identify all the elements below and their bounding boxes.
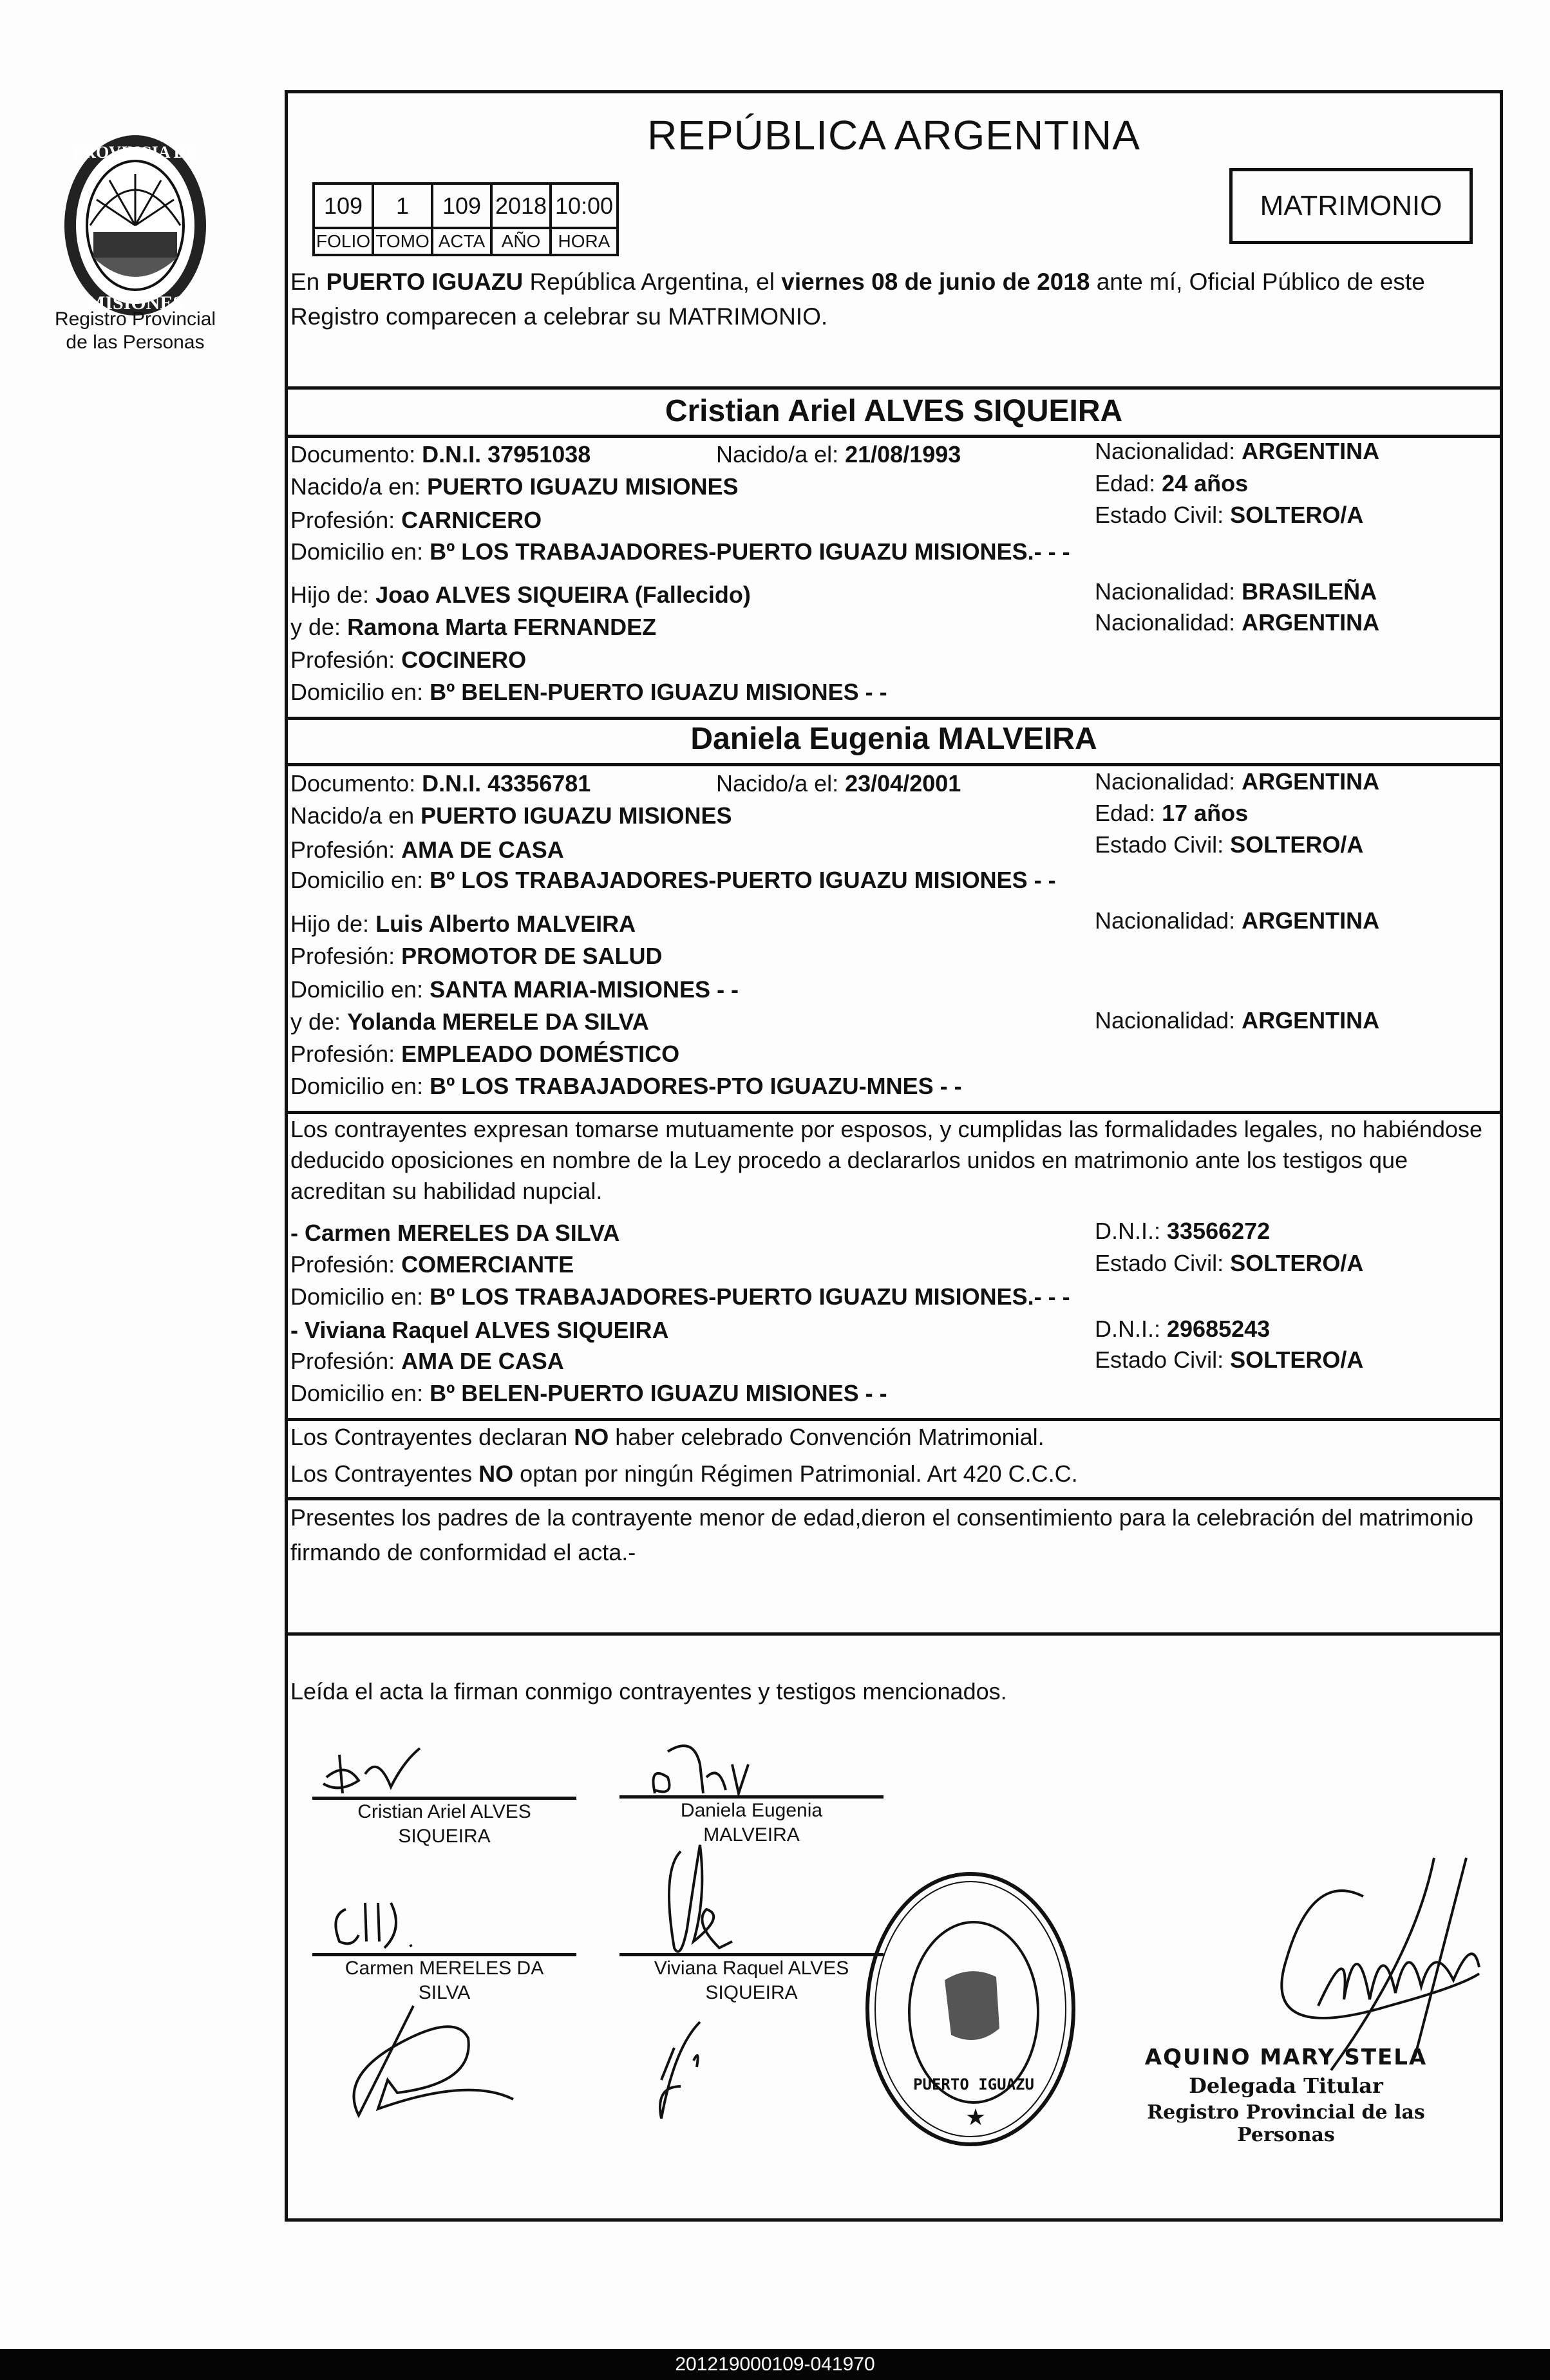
- witness-1-dni: 33566272: [1167, 1218, 1271, 1244]
- bride-nationality: ARGENTINA: [1242, 768, 1380, 795]
- official-institution: Registro Provincial de las Personas: [1147, 2101, 1425, 2146]
- bride-mother-profession: EMPLEADO DOMÉSTICO: [401, 1041, 680, 1067]
- signature-witness-2-icon: [655, 1832, 758, 1961]
- divider: [288, 717, 1500, 720]
- groom-name: Cristian Ariel ALVES SIQUEIRA: [665, 394, 1123, 428]
- bride-father-nationality: ARGENTINA: [1242, 907, 1380, 934]
- registry-label-line1: Registro Provincial: [54, 308, 216, 330]
- page-title: REPÚBLICA ARGENTINA: [647, 112, 1140, 158]
- signature-label-groom: Cristian Ariel ALVES SIQUEIRA: [357, 1801, 531, 1847]
- anio-value: 2018: [491, 184, 551, 228]
- bride-father-profession: PROMOTOR DE SALUD: [401, 943, 663, 969]
- witness-2-dni: 29685243: [1167, 1316, 1271, 1342]
- groom-birthplace: PUERTO IGUAZU MISIONES: [427, 473, 739, 500]
- signature-label-bride: Daniela Eugenia MALVEIRA: [680, 1800, 823, 1846]
- bride-address: Bº LOS TRABAJADORES-PUERTO IGUAZU MISIONES - -: [430, 867, 1056, 893]
- bride-age: 17 años: [1162, 800, 1249, 826]
- divider: [288, 763, 1500, 766]
- groom-address: Bº LOS TRABAJADORES-PUERTO IGUAZU MISIONES.- - -: [430, 538, 1070, 565]
- witness-1-profession: COMERCIANTE: [401, 1251, 574, 1278]
- groom-mother-profession: COCINERO: [401, 647, 527, 673]
- coat-of-arms-icon: [39, 129, 232, 322]
- intro-paragraph: En PUERTO IGUAZU República Argentina, el viernes 08 de junio de 2018 ante mí, Oficial Público de este Registro comparecen a celebrar su MATRIMONIO.: [290, 269, 1425, 330]
- signature-witness-1-icon: [326, 1890, 468, 1954]
- registry-label-line2: de las Personas: [66, 332, 205, 353]
- groom-father: Joao ALVES SIQUEIRA (Fallecido): [375, 581, 751, 608]
- witness-1-address: Bº LOS TRABAJADORES-PUERTO IGUAZU MISIONES.- - -: [430, 1283, 1070, 1310]
- bride-marital-status: SOLTERO/A: [1230, 831, 1364, 858]
- parental-consent-text: Presentes los padres de la contrayente menor de edad,dieron el consentimiento para la celebración del matrimonio firmando de conformidad el acta.-: [290, 1504, 1474, 1565]
- tomo-label: TOMO: [373, 228, 432, 255]
- signature-groom-icon: [320, 1748, 462, 1793]
- divider: [288, 1632, 1500, 1636]
- signature-witness-1-extra-icon: [339, 2006, 558, 2115]
- groom-age: 24 años: [1162, 470, 1249, 496]
- tomo-value: 1: [373, 184, 432, 228]
- groom-mother-nationality: ARGENTINA: [1242, 609, 1380, 636]
- official-role: Delegada Titular: [1189, 2073, 1383, 2098]
- groom-profession: CARNICERO: [401, 507, 542, 533]
- bride-profession: AMA DE CASA: [401, 836, 564, 863]
- hora-label: HORA: [551, 228, 618, 255]
- folio-value: 109: [314, 184, 373, 228]
- registry-label: [19, 308, 251, 354]
- witness-1-name: - Carmen MERELES DA SILVA: [290, 1220, 620, 1246]
- ceremony-date: viernes 08 de junio de 2018: [781, 269, 1090, 295]
- signature-label-witness-1: Carmen MERELES DA SILVA: [345, 1958, 544, 2003]
- convention-line-1: Los Contrayentes declaran NO haber celebrado Convención Matrimonial.: [290, 1424, 1044, 1450]
- city: PUERTO IGUAZU: [326, 269, 524, 295]
- acta-value: 109: [432, 184, 491, 228]
- closing-text: Leída el acta la firman conmigo contrayentes y testigos mencionados.: [290, 1678, 1007, 1705]
- official-name: AQUINO MARY STELA: [1144, 2045, 1428, 2070]
- groom-nationality: ARGENTINA: [1242, 438, 1380, 464]
- signature-bride-icon: [642, 1739, 784, 1797]
- bride-dni: D.N.I. 43356781: [422, 770, 591, 797]
- bride-mother: Yolanda MERELE DA SILVA: [347, 1008, 649, 1035]
- groom-birthdate: 21/08/1993: [845, 441, 961, 468]
- divider: [288, 386, 1500, 390]
- document-code-bar: 201219000109-041970: [0, 2349, 1550, 2380]
- witness-1-marital-status: SOLTERO/A: [1230, 1250, 1364, 1276]
- groom-father-nationality: BRASILEÑA: [1242, 578, 1377, 605]
- witness-2-profession: AMA DE CASA: [401, 1348, 564, 1374]
- seal-text-top: PROVINCIA DE: [73, 143, 197, 162]
- bride-birthdate: 23/04/2001: [845, 770, 961, 797]
- hora-value: 10:00: [551, 184, 618, 228]
- bride-mother-address: Bº LOS TRABAJADORES-PTO IGUAZU-MNES - -: [430, 1073, 962, 1099]
- registry-table: [312, 182, 619, 256]
- official-seal-icon: [861, 1867, 1080, 2151]
- bride-mother-nationality: ARGENTINA: [1242, 1007, 1380, 1034]
- province-coat-of-arms: [39, 129, 232, 322]
- witness-2-address: Bº BELEN-PUERTO IGUAZU MISIONES - -: [430, 1380, 887, 1406]
- witness-2-name: - Viviana Raquel ALVES SIQUEIRA: [290, 1317, 669, 1343]
- groom-mother-address: Bº BELEN-PUERTO IGUAZU MISIONES - -: [430, 679, 887, 705]
- bride-father: Luis Alberto MALVEIRA: [375, 911, 636, 937]
- signature-witness-2-extra-icon: [648, 2022, 726, 2125]
- bride-name: Daniela Eugenia MALVEIRA: [690, 722, 1097, 756]
- folio-label: FOLIO: [314, 228, 373, 255]
- star-icon: ★: [965, 2104, 987, 2130]
- groom-dni: D.N.I. 37951038: [422, 441, 591, 468]
- declaration-text: Los contrayentes expresan tomarse mutuamente por esposos, y cumplidas las formalidades legales, no habiéndose deducido oposiciones en nombre de la Ley procedo a declararlos unidos en matrimonio ante los testigos que acreditan su habilidad nupcial.: [290, 1116, 1483, 1204]
- signature-official-icon: [1222, 1858, 1492, 2070]
- certificate-frame: REPÚBLICA ARGENTINA 109 1 109 2018 10:00 FOLIO TOMO ACTA AÑO HORA MATRIMONIO En PUERTO IGUAZU República Argentina, el viernes 08 de junio de 2018 ante mí, Oficial Público de este Registro comparecen a celebrar su MATRIMONIO. Cristian Ariel ALVES SIQUEIRA Documento: D.N.I. 37951038 Nacido/a el: 21/08/1993 Nacionalidad: ARGENTINA Nacido/a en: PUERTO IGUAZU MISIONES Edad: 24 años Profesión: CARNICERO Estado Civil: SOLTERO/A Domicilio en: Bº LOS TRABAJADORES-PUERTO IGUAZU MISIONES.- - - Hijo de: Joao ALVES SIQUEIRA (Fallecido) Nacionalidad: BRASILEÑA y de: Ramona Marta FERNANDEZ Nacionalidad: ARGENTINA Profesión: COCINERO Domicilio en: Bº BELEN-PUERTO IGUAZU MISIONES - - Daniela Eugenia MALVEIRA Documento: D.N.I. 43356781 Nacido/a el: 23/04/2001 Nacionalidad: ARGENTINA Nacido/a en PUERTO IGUAZU MISIONES Edad: 17 años Profesión: AMA DE CASA Estado Civil: SOLTERO/A Domicilio en: Bº LOS TRABAJADORES-PUERTO IGUAZU MISIONES - - Hijo de: Luis Alberto MALVEIRA Nacionalidad: ARGENTINA Profesión: PROMOTOR DE SALUD Domicilio en: SANTA MARIA-MISIONES - - y de: Yolanda MERELE DA SILVA Nacionalidad: ARGENTINA Profesión: EMPLEADO DOMÉSTICO Domicilio en: Bº LOS TRABAJADORES-PTO IGUAZU-MNES - - Los contrayentes expresan tomarse mutuamente por esposos, y cumplidas las formalidades legales, no habiéndose deducido oposiciones en nombre de la Ley procedo a declararlos unidos en matrimonio ante los testigos que acreditan su habilidad nupcial. - Carmen MERELES DA SILVA D.N.I.: 33566272 Profesión: COMERCIANTE Estado Civil: SOLTERO/A Domicilio en: Bº LOS TRABAJADORES-PUERTO IGUAZU MISIONES.- - - - Viviana Raquel ALVES SIQUEIRA D.N.I.: 29685243 Profesión: AMA DE CASA Estado Civil: SOLTERO/A Domicilio en: Bº BELEN-PUERTO IGUAZU MISIONES - - Los Contrayentes declaran NO haber celebrado Convención Matrimonial. Los Contrayentes NO optan por ningún Régimen Patrimonial. Art 420 C.C.C. Presentes los padres de la contrayente menor de edad,dieron el consentimiento para la celebración del matrimonio firmando de conformidad el acta.- Leída el acta la firman conmigo contrayentes y testigos mencionados. Cristian Ariel ALVES SIQUEIRA Daniela Eugenia MALVEIRA Carmen MERELES DA SILVA Viviana Raquel ALVES SIQUEIRA PUERTO IGUAZU ★ AQUINO MARY STELA Delegada Titular Registro Provincial de las Personas: [285, 90, 1503, 2222]
- groom-marital-status: SOLTERO/A: [1230, 502, 1364, 528]
- seal-text-bottom: MISIONES: [86, 292, 184, 314]
- signature-label-witness-2: Viviana Raquel ALVES SIQUEIRA: [654, 1958, 849, 2003]
- bride-birthplace: PUERTO IGUAZU MISIONES: [421, 802, 732, 829]
- bride-father-address: SANTA MARIA-MISIONES - -: [430, 976, 739, 1003]
- witness-2-marital-status: SOLTERO/A: [1230, 1346, 1364, 1373]
- seal-center-text: PUERTO IGUAZU: [913, 2075, 1034, 2093]
- convention-line-2: Los Contrayentes NO optan por ningún Régimen Patrimonial. Art 420 C.C.C.: [290, 1460, 1078, 1487]
- record-type-box: MATRIMONIO: [1229, 168, 1473, 244]
- anio-label: AÑO: [491, 228, 551, 255]
- divider: [288, 1418, 1500, 1421]
- groom-mother: Ramona Marta FERNANDEZ: [347, 614, 657, 640]
- acta-label: ACTA: [432, 228, 491, 255]
